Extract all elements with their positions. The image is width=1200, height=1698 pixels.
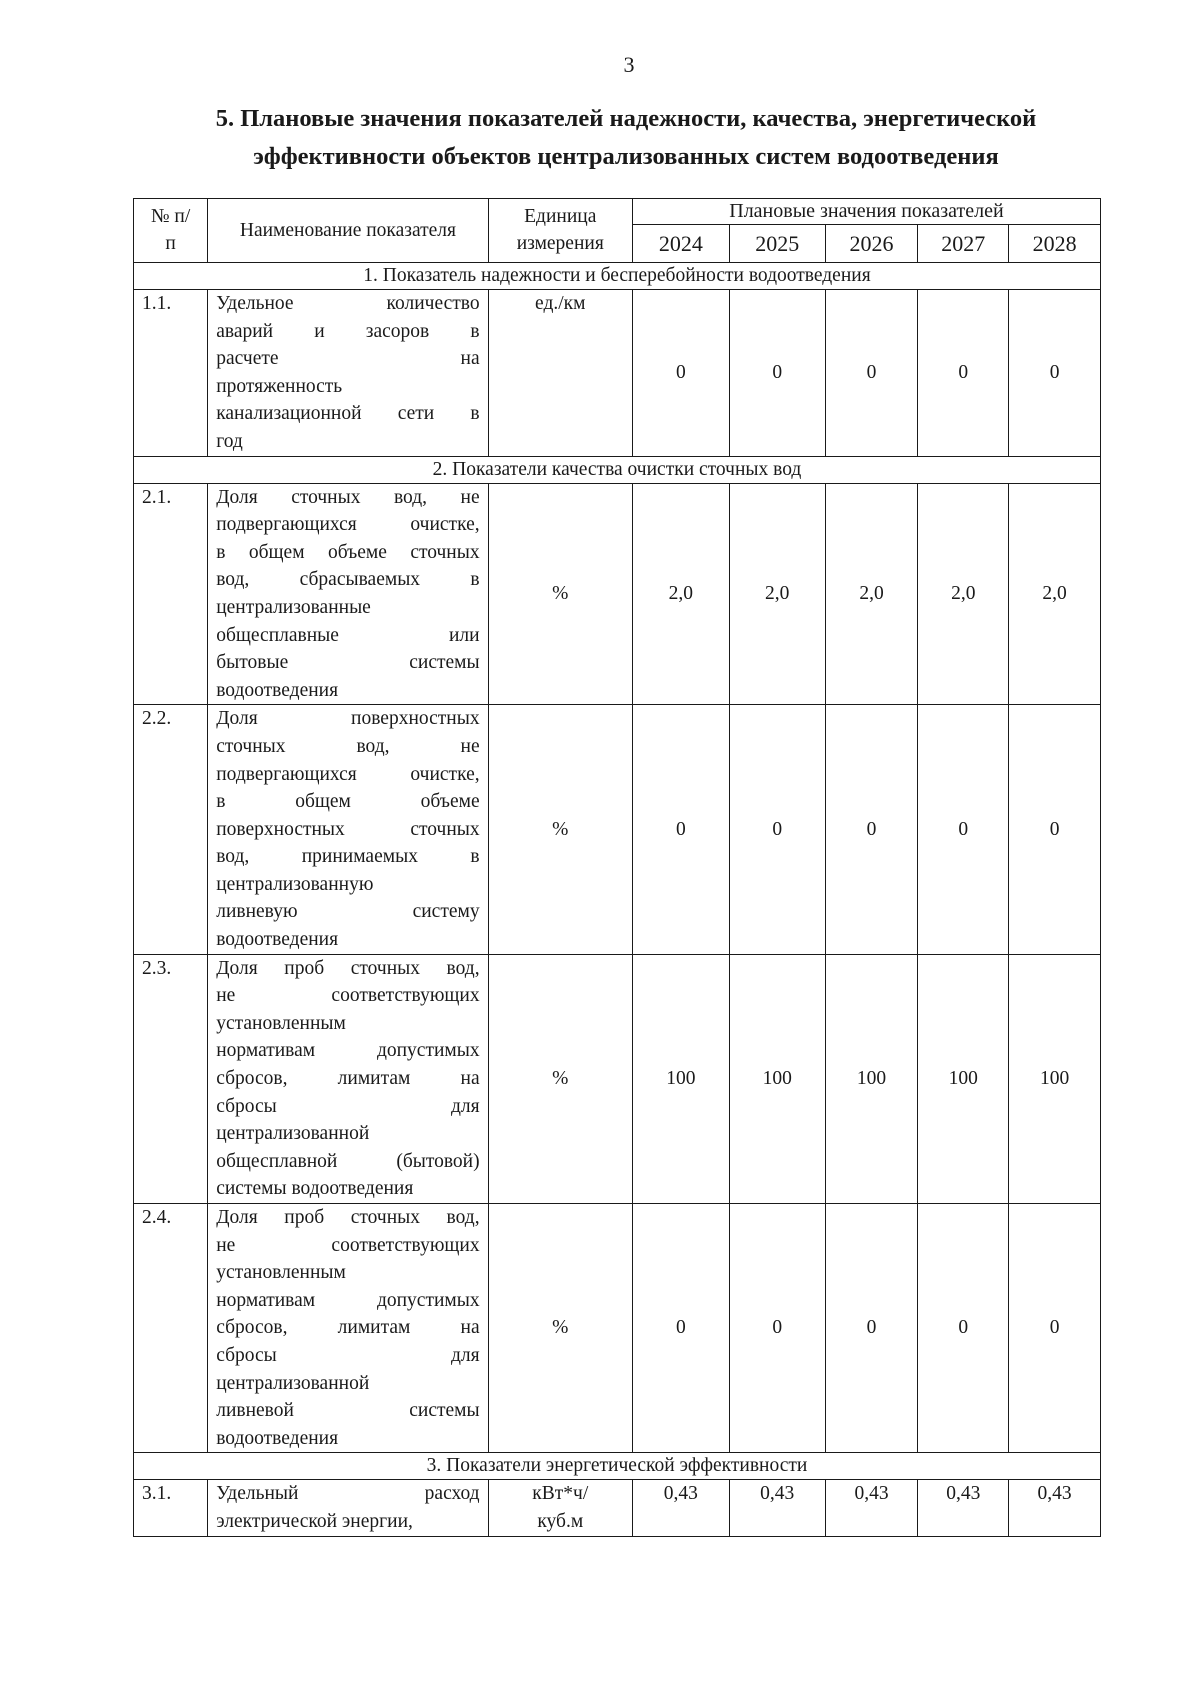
section-header-row (134, 263, 1101, 290)
row-number: 1.1. (134, 290, 208, 457)
header-num (134, 199, 208, 263)
indicator-name-line: Удельное количество (216, 293, 480, 314)
plan-value-2026: 2,0 (825, 483, 918, 705)
indicator-name-line: поверхностных сточных (216, 818, 480, 840)
indicator-name-line: в общем объеме (216, 791, 480, 813)
unit-of-measure (488, 1480, 632, 1536)
document-title (150, 100, 1102, 176)
plan-value-2025: 2,0 (729, 483, 825, 705)
indicator-name-line: аварий и засоров в (216, 320, 480, 342)
indicator-name-line: централизованной (216, 1123, 370, 1145)
indicator-name (208, 705, 488, 954)
unit-line: куб.м (537, 1510, 584, 1532)
indicator-name-line: водоотведения (216, 929, 339, 951)
plan-value-2028: 100 (1009, 954, 1101, 1203)
indicator-name-line: подвергающихся очистке, (216, 514, 480, 536)
indicator-name-line: водоотведения (216, 679, 339, 701)
plan-value-2025: 0 (729, 290, 825, 457)
unit-line: кВт*ч/ (532, 1483, 589, 1505)
plan-value-2025: 0 (729, 705, 825, 954)
plan-value-2026: 0 (825, 705, 918, 954)
plan-value-2025: 100 (729, 954, 825, 1203)
plan-values-table (133, 198, 1101, 1537)
indicator-name (208, 483, 488, 705)
plan-value-2026: 0 (825, 1204, 918, 1453)
header-row-1 (134, 199, 1101, 225)
indicator-name-line: сбросы для (216, 1344, 480, 1366)
table-row (134, 705, 1101, 954)
plan-value-2025: 0 (729, 1204, 825, 1453)
plan-value-2027: 0 (918, 290, 1009, 457)
section-header-row (134, 1453, 1101, 1480)
section-title: 1. Показатель надежности и бесперебойности водоотведения (134, 263, 1101, 290)
header-year: 2024 (632, 225, 729, 263)
indicator-name (208, 290, 488, 457)
page-number: 3 (623, 52, 635, 77)
plan-value-2026: 0 (825, 290, 918, 457)
unit-of-measure: % (488, 954, 632, 1203)
indicator-name-line: не соответствующих (216, 1234, 480, 1256)
indicator-name-line: сбросов, лимитам на (216, 1068, 480, 1090)
row-number: 2.2. (134, 705, 208, 954)
table-row (134, 954, 1101, 1203)
row-number: 3.1. (134, 1480, 208, 1536)
indicator-name-line: подвергающихся очистке, (216, 763, 480, 785)
indicator-name-line: расчете на (216, 348, 480, 370)
table-body (134, 263, 1101, 1537)
table-row (134, 290, 1101, 457)
indicator-name-line: Доля поверхностных (216, 708, 480, 730)
plan-value-2028: 0 (1009, 290, 1101, 457)
header-year: 2025 (729, 225, 825, 263)
unit-of-measure: % (488, 483, 632, 705)
indicator-name (208, 1204, 488, 1453)
indicator-name-line: вод, сбрасываемых в (216, 569, 480, 591)
indicator-name-line: общесплавные или (216, 624, 480, 646)
plan-value-2024: 0 (632, 1204, 729, 1453)
indicator-name-line: централизованную (216, 873, 374, 895)
indicator-name-line: установленным (216, 1012, 346, 1034)
plan-value-2027: 0,43 (918, 1480, 1009, 1536)
section-title: 3. Показатели энергетической эффективности (134, 1453, 1101, 1480)
header-year: 2028 (1009, 225, 1101, 263)
plan-value-2027: 0 (918, 1204, 1009, 1453)
indicator-name-line: сбросы для (216, 1095, 480, 1117)
header-name: Наименование показателя (208, 199, 488, 263)
plan-value-2024: 0,43 (632, 1480, 729, 1536)
indicator-name-line: Доля сточных вод, не (216, 486, 480, 508)
plan-value-2025: 0,43 (729, 1480, 825, 1536)
plan-value-2024: 0 (632, 705, 729, 954)
indicator-name-line: бытовые системы (216, 652, 480, 674)
header-year: 2026 (825, 225, 918, 263)
indicator-name-line: ливневой системы (216, 1400, 480, 1422)
plan-value-2028: 2,0 (1009, 483, 1101, 705)
indicator-name-line: нормативам допустимых (216, 1289, 480, 1311)
indicator-name-line: в общем объеме сточных (216, 541, 480, 563)
indicator-name (208, 1480, 488, 1536)
table-row (134, 1480, 1101, 1536)
plan-value-2026: 100 (825, 954, 918, 1203)
unit-of-measure: % (488, 1204, 632, 1453)
indicator-name-line: Доля проб сточных вод, (216, 957, 480, 979)
row-number: 2.3. (134, 954, 208, 1203)
header-unit (488, 199, 632, 263)
indicator-name-line: централизованные (216, 596, 371, 618)
indicator-name-line: сточных вод, не (216, 735, 480, 757)
indicator-name-line: системы водоотведения (216, 1178, 414, 1200)
indicator-name-line: год (216, 430, 243, 452)
plan-value-2028: 0,43 (1009, 1480, 1101, 1536)
header-plan-values: Плановые значения показателей (632, 199, 1100, 225)
plan-value-2027: 100 (918, 954, 1009, 1203)
section-title: 2. Показатели качества очистки сточных вод (134, 456, 1101, 483)
indicator-name-line: Удельный расход (216, 1483, 480, 1505)
indicator-name (208, 954, 488, 1203)
indicator-name-line: общесплавной (бытовой) (216, 1150, 480, 1172)
plan-value-2028: 0 (1009, 705, 1101, 954)
plan-value-2024: 2,0 (632, 483, 729, 705)
indicator-name-line: вод, принимаемых в (216, 846, 480, 868)
indicator-name-line: протяженность (216, 375, 343, 397)
indicator-name-line: сбросов, лимитам на (216, 1317, 480, 1339)
title-line-1: 5. Плановые значения показателей надежности, качества, энергетической (215, 105, 1037, 132)
header-year: 2027 (918, 225, 1009, 263)
plan-value-2027: 2,0 (918, 483, 1009, 705)
header-unit-text: Единица измерения (516, 206, 604, 255)
unit-of-measure: % (488, 705, 632, 954)
indicator-name-line: канализационной сети в (216, 403, 480, 425)
section-header-row (134, 456, 1101, 483)
plan-value-2024: 100 (632, 954, 729, 1203)
table-row (134, 1204, 1101, 1453)
unit-of-measure: ед./км (488, 290, 632, 457)
plan-value-2028: 0 (1009, 1204, 1101, 1453)
indicator-name-line: Доля проб сточных вод, (216, 1207, 480, 1228)
row-number: 2.4. (134, 1204, 208, 1453)
indicator-name-line: нормативам допустимых (216, 1040, 480, 1062)
header-num-text: № п/п (150, 206, 191, 255)
indicator-name-line: не соответствующих (216, 985, 480, 1007)
title-line-2: эффективности объектов централизованных систем водоотведения (253, 143, 999, 170)
plan-value-2026: 0,43 (825, 1480, 918, 1536)
table-row (134, 483, 1101, 705)
indicator-name-line: централизованной (216, 1372, 370, 1394)
indicator-name-line: установленным (216, 1262, 346, 1284)
row-number: 2.1. (134, 483, 208, 705)
indicator-name-line: электрической энергии, (216, 1510, 413, 1532)
plan-value-2027: 0 (918, 705, 1009, 954)
plan-value-2024: 0 (632, 290, 729, 457)
indicator-name-line: ливневую систему (216, 901, 480, 923)
indicator-name-line: водоотведения (216, 1427, 339, 1449)
